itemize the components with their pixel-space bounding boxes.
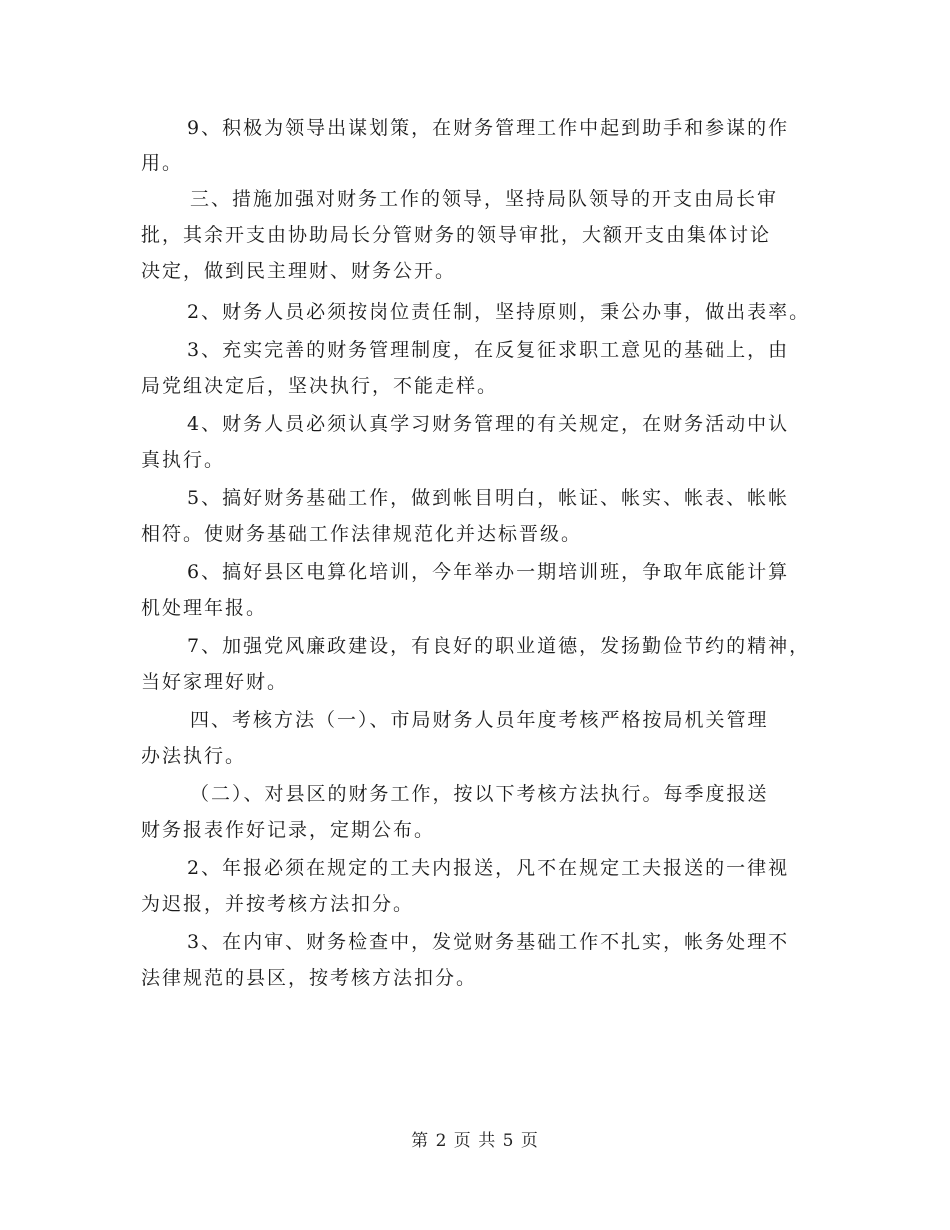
paragraph-line: 办法执行。 bbox=[141, 745, 247, 767]
paragraph-line: 2、财务人员必须按岗位责任制，坚持原则，秉公办事，做出表率。 bbox=[187, 301, 811, 323]
paragraph-line: 三、措施加强对财务工作的领导，坚持局队领导的开支由局长审 bbox=[190, 188, 779, 210]
paragraph-line: 四、考核方法（一）、市局财务人员年度考核严格按局机关管理 bbox=[190, 709, 769, 731]
paragraph-line: 相符。使财务基础工作法律规范化并达标晋级。 bbox=[141, 523, 583, 545]
paragraph-line: 决定，做到民主理财、财务公开。 bbox=[141, 260, 457, 282]
paragraph-line: 真执行。 bbox=[141, 449, 226, 471]
paragraph-line: 局党组决定后，坚决执行，不能走样。 bbox=[141, 375, 499, 397]
paragraph-line: 当好家理好财。 bbox=[141, 671, 289, 693]
paragraph-line: 3、在内审、财务检查中，发觉财务基础工作不扎实，帐务处理不 bbox=[187, 931, 790, 953]
paragraph-line: 财务报表作好记录，定期公布。 bbox=[141, 819, 436, 841]
paragraph-line: 6、搞好县区电算化培训，今年举办一期培训班，争取年底能计算 bbox=[187, 561, 790, 583]
paragraph-line: 3、充实完善的财务管理制度，在反复征求职工意见的基础上，由 bbox=[187, 339, 790, 361]
paragraph-line: 9、积极为领导出谋划策，在财务管理工作中起到助手和参谋的作 bbox=[187, 117, 790, 139]
paragraph-line: 5、搞好财务基础工作，做到帐目明白，帐证、帐实、帐表、帐帐 bbox=[187, 487, 790, 509]
paragraph-line: 机处理年报。 bbox=[141, 597, 268, 619]
paragraph-line: 7、加强党风廉政建设，有良好的职业道德，发扬勤俭节约的精神， bbox=[187, 635, 811, 657]
paragraph-line: 4、财务人员必须认真学习财务管理的有关规定，在财务活动中认 bbox=[187, 413, 790, 435]
paragraph-line: 批，其余开支由协助局长分管财务的领导审批，大额开支由集体讨论 bbox=[141, 224, 772, 246]
paragraph-line: 用。 bbox=[141, 152, 184, 174]
paragraph-line: （二）、对县区的财务工作，按以下考核方法执行。每季度报送 bbox=[190, 783, 769, 805]
paragraph-line: 法律规范的县区，按考核方法扣分。 bbox=[141, 967, 478, 989]
paragraph-line: 为迟报，并按考核方法扣分。 bbox=[141, 893, 415, 915]
paragraph-line: 2、年报必须在规定的工夫内报送，凡不在规定工夫报送的一律视 bbox=[187, 857, 790, 879]
page-number-footer: 第 2 页 共 5 页 bbox=[411, 1131, 539, 1151]
